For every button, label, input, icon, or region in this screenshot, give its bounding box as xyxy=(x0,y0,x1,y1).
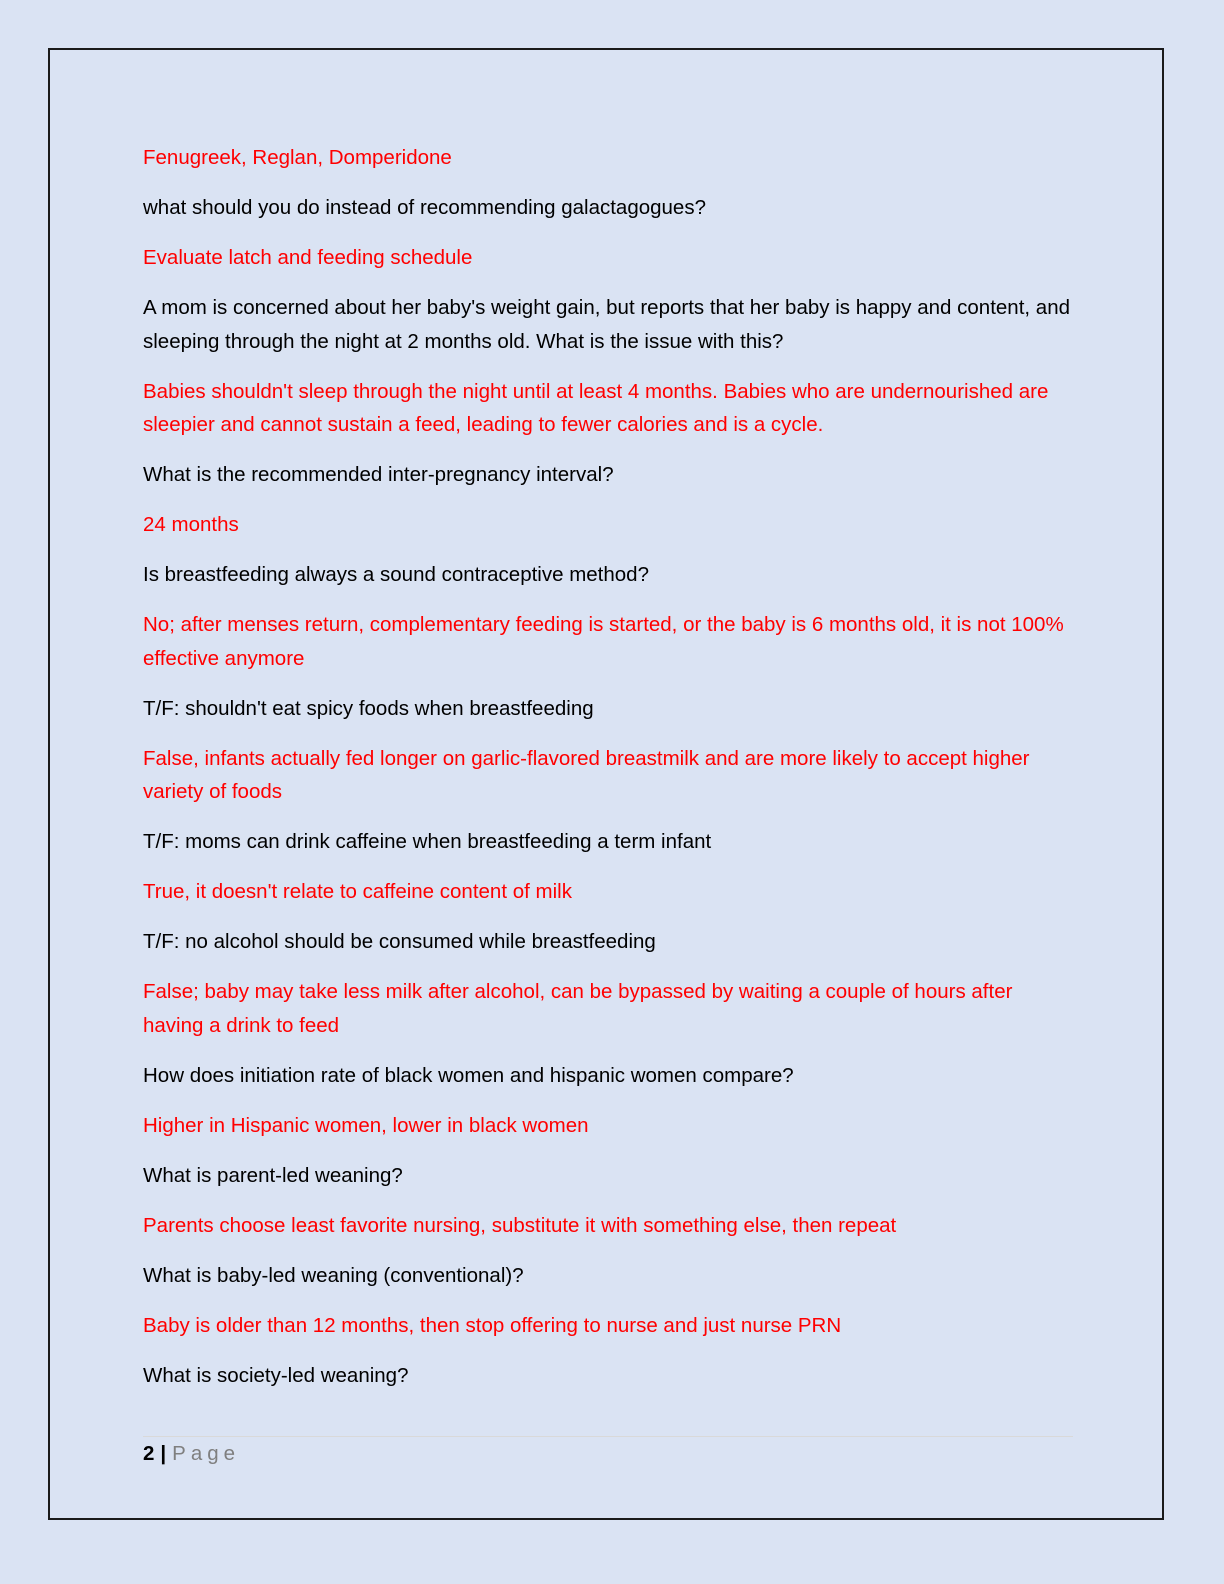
question-text: What is parent-led weaning? xyxy=(143,1163,403,1187)
answer-text: No; after menses return, complementary feeding is started, or the baby is 6 months old, it is not 100% effective anymore xyxy=(143,613,1064,670)
question-text: What is society-led weaning? xyxy=(143,1363,409,1387)
document-body xyxy=(143,141,1078,1409)
page-footer xyxy=(143,1440,240,1468)
question-text: What is baby-led weaning (conventional)? xyxy=(143,1263,524,1287)
answer-text: 24 months xyxy=(143,513,239,536)
page-label: Page xyxy=(172,1442,241,1465)
question-text: How does initiation rate of black women and hispanic women compare? xyxy=(143,1063,794,1087)
answer-text: False; baby may take less milk after alcohol, can be bypassed by waiting a couple of hours after having a drink to feed xyxy=(143,980,1013,1037)
answer-text: Higher in Hispanic women, lower in black women xyxy=(143,1113,589,1137)
answer-text: Evaluate latch and feeding schedule xyxy=(143,246,473,269)
answer-text: False, infants actually fed longer on garlic-flavored breastmilk and are more likely to accept higher variety of foods xyxy=(143,746,1030,803)
question-text: Is breastfeeding always a sound contraceptive method? xyxy=(143,563,649,586)
answer-text: Fenugreek, Reglan, Domperidone xyxy=(143,146,452,169)
question-text: A mom is concerned about her baby's weight gain, but reports that her baby is happy and content, and sleeping through the night at 2 months old. What is the issue with this? xyxy=(143,296,1070,353)
answer-text: Babies shouldn't sleep through the night until at least 4 months. Babies who are undernourished are sleepier and cannot sustain a feed, leading to fewer calories and is a cycle. xyxy=(143,379,1049,436)
question-text: T/F: no alcohol should be consumed while breastfeeding xyxy=(143,930,656,953)
question-text: T/F: shouldn't eat spicy foods when breastfeeding xyxy=(143,696,594,720)
question-text: T/F: moms can drink caffeine when breastfeeding a term infant xyxy=(143,830,712,853)
footer-divider xyxy=(143,1436,1073,1437)
footer-separator: | xyxy=(160,1442,167,1465)
answer-text: Baby is older than 12 months, then stop offering to nurse and just nurse PRN xyxy=(143,1313,842,1337)
question-text: What is the recommended inter-pregnancy interval? xyxy=(143,463,614,486)
answer-text: Parents choose least favorite nursing, substitute it with something else, then repeat xyxy=(143,1213,897,1237)
answer-text: True, it doesn't relate to caffeine content of milk xyxy=(143,880,572,903)
page-number: 2 xyxy=(143,1442,155,1465)
question-text: what should you do instead of recommending galactagogues? xyxy=(143,196,706,219)
qa-list xyxy=(143,141,1078,1392)
